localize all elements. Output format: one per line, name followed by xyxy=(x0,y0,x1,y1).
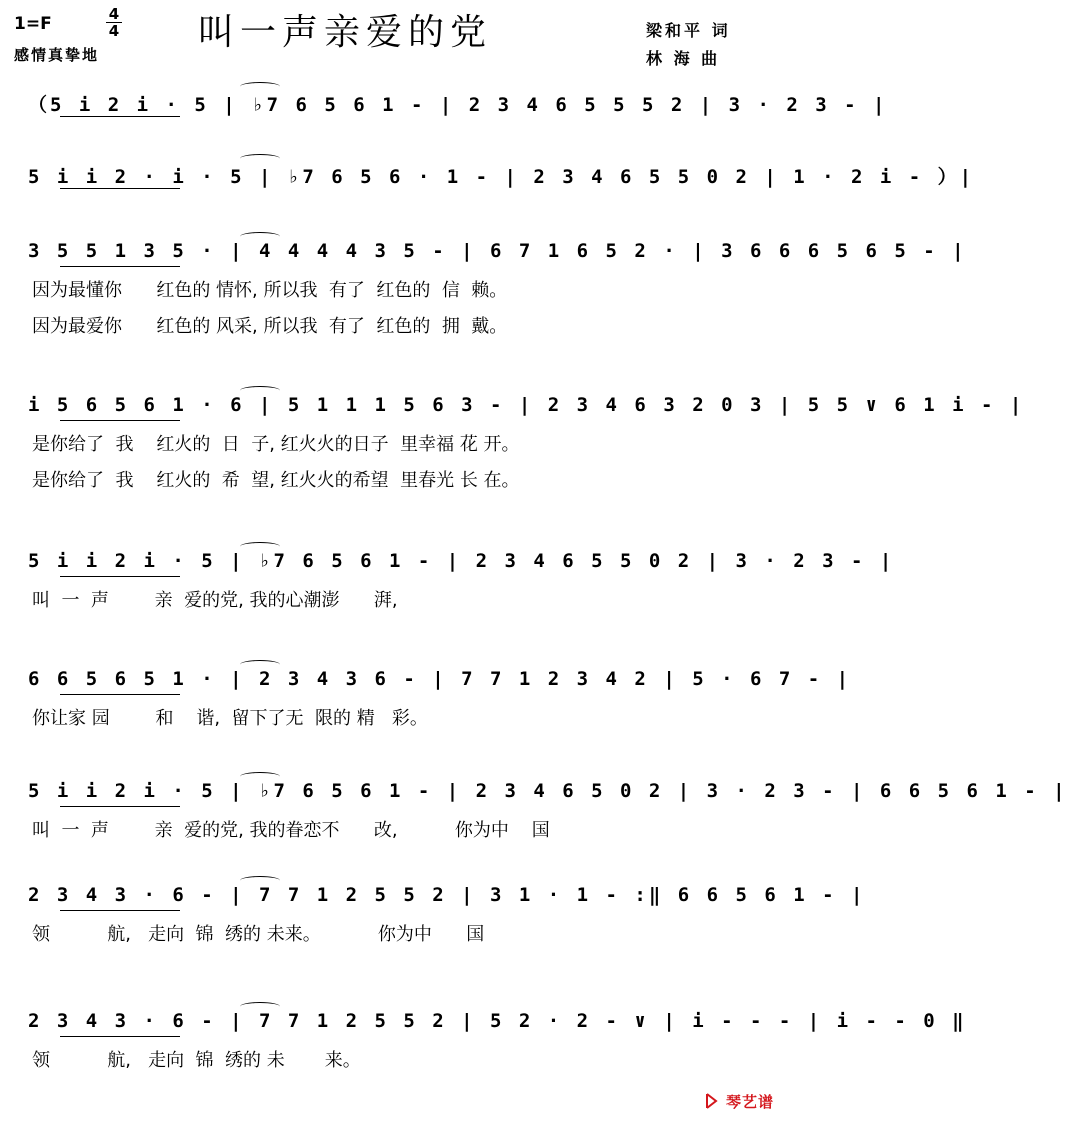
slur-mark xyxy=(240,772,280,781)
lyric-line: 是你给了 我 红火的 希 望, 红火火的希望 里春光 长 在。 xyxy=(32,470,520,491)
lyric-line: 领 航, 走向 锦 绣的 未来。 你为中 国 xyxy=(32,924,485,945)
watermark-text: 琴艺谱 xyxy=(726,1092,775,1111)
slur-mark xyxy=(240,542,280,551)
lyric-line: 叫 一 声 亲 爱的党, 我的心潮澎 湃, xyxy=(32,590,398,611)
slur-mark xyxy=(240,154,280,163)
score-row xyxy=(0,394,1025,494)
lyric-line: 因为最懂你 红色的 情怀, 所以我 有了 红色的 信 赖。 xyxy=(32,280,508,301)
score-row xyxy=(0,1010,967,1110)
score-row xyxy=(0,668,852,768)
time-signature-top: 4 xyxy=(108,5,120,23)
note-logo-icon xyxy=(704,1092,722,1110)
beam-line xyxy=(60,576,180,577)
score-row xyxy=(0,780,1068,880)
notation-line: 6 6 5 6 5 1 · | 2 3 4 3 6 - | 7 7 1 2 3 4 2 | 5 · 6 7 - | xyxy=(28,668,852,690)
slur-mark xyxy=(240,876,280,885)
lyricist-credit: 梁和平 词 xyxy=(646,21,731,40)
time-signature-bottom: 4 xyxy=(108,22,120,40)
slur-mark xyxy=(240,660,280,669)
score-row xyxy=(0,884,866,984)
key-signature: 1=F xyxy=(14,14,52,34)
expression-mark: 感情真挚地 xyxy=(14,46,100,64)
notation-line: 3 5 5 1 3 5 · | 4 4 4 4 3 5 - | 6 7 1 6 5 2 · | 3 6 6 6 5 6 5 - | xyxy=(28,240,967,262)
lyric-line: 你让家 园 和 谐, 留下了无 限的 精 彩。 xyxy=(32,708,428,729)
notation-line: 2 3 4 3 · 6 - | 7 7 1 2 5 5 2 | 5 2 · 2 - ∨ | i - - - | i - - 0 ‖ xyxy=(28,1010,967,1032)
slur-mark xyxy=(240,232,280,241)
lyric-line: 领 航, 走向 锦 绣的 未 来。 xyxy=(32,1050,361,1071)
composer-credit: 林 海 曲 xyxy=(646,49,721,68)
beam-line xyxy=(60,1036,180,1037)
notation-line: （5 i 2 i · 5 | ♭7 6 5 6 1 - | 2 3 4 6 5 5 5 2 | 3 · 2 3 - | xyxy=(28,94,888,116)
beam-line xyxy=(60,806,180,807)
slur-mark xyxy=(240,82,280,91)
score-row xyxy=(0,550,895,650)
notation-line: 5 i i 2 · i · 5 | ♭7 6 5 6 · 1 - | 2 3 4 6 5 5 0 2 | 1 · 2 i - ）| xyxy=(28,166,975,188)
lyric-line: 因为最爱你 红色的 风采, 所以我 有了 红色的 拥 戴。 xyxy=(32,316,508,337)
notation-line: i 5 6 5 6 1 · 6 | 5 1 1 1 5 6 3 - | 2 3 4 6 3 2 0 3 | 5 5 ∨ 6 1 i - | xyxy=(28,394,1025,416)
beam-line xyxy=(60,910,180,911)
beam-line xyxy=(60,420,180,421)
beam-line xyxy=(60,694,180,695)
slur-mark xyxy=(240,386,280,395)
beam-line xyxy=(60,266,180,267)
lyric-line: 是你给了 我 红火的 日 子, 红火火的日子 里幸福 花 开。 xyxy=(32,434,520,455)
time-signature xyxy=(103,6,125,39)
song-title: 叫一声亲爱的党 xyxy=(198,12,493,53)
lyric-line: 叫 一 声 亲 爱的党, 我的眷恋不 改, 你为中 国 xyxy=(32,820,550,841)
notation-line: 5 i i 2 i · 5 | ♭7 6 5 6 1 - | 2 3 4 6 5 0 2 | 3 · 2 3 - | 6 6 5 6 1 - | xyxy=(28,780,1068,802)
watermark-logo xyxy=(704,1088,796,1114)
beam-line xyxy=(60,188,180,189)
beam-line xyxy=(60,116,180,117)
notation-line: 5 i i 2 i · 5 | ♭7 6 5 6 1 - | 2 3 4 6 5 5 0 2 | 3 · 2 3 - | xyxy=(28,550,895,572)
notation-line: 2 3 4 3 · 6 - | 7 7 1 2 5 5 2 | 3 1 · 1 - :‖ 6 6 5 6 1 - | xyxy=(28,884,866,906)
slur-mark xyxy=(240,1002,280,1011)
score-row xyxy=(0,240,967,340)
